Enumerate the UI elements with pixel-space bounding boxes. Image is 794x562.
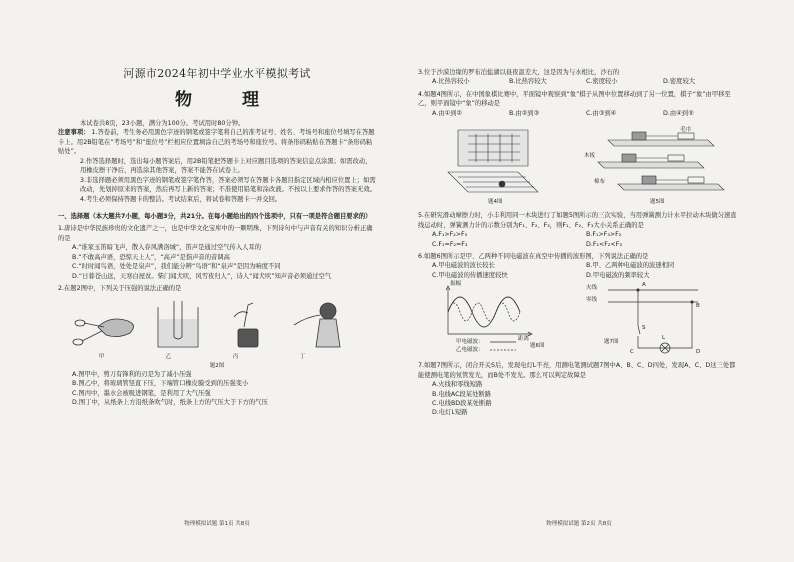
question-2-stem: 2.在题2图中，下列关于压强的说法正确的是 — [58, 285, 182, 292]
figure-label: 丁 — [299, 354, 306, 361]
pressure-figure — [58, 297, 376, 353]
page-right — [418, 6, 740, 556]
legend-label: 甲电磁波： — [456, 339, 484, 346]
question-2-option-d: D.图丁中，从纸条上方沿纸条吹气时，纸条上方的气压大于下方的气压 — [72, 399, 268, 407]
page-left — [58, 6, 376, 556]
circuit-diagram-icon — [608, 289, 698, 353]
option: A.由①到② — [432, 109, 463, 117]
circuit-label: 火线 — [586, 285, 598, 292]
exam-title: 河源市2024年初中学业水平模拟考试 — [123, 67, 311, 80]
chess-mirror-friction-figure — [418, 122, 740, 198]
notes-block — [58, 128, 376, 156]
option: A.F₁>F₂>F₃ — [432, 231, 468, 239]
question-1-option-c: C.“时时闻鸟语，处处是泉声”，我们能分辨“鸟语”和“泉声”是因为响度不同 — [72, 263, 281, 271]
question-2-option-c: C.图丙中，墨水会被吸进钢笔，是利用了大气压强 — [72, 389, 211, 397]
option: C.由③到④ — [586, 109, 617, 117]
option: D.密度较大 — [663, 78, 696, 86]
notes-label: 注意事项： — [58, 129, 90, 137]
scissors-icon — [73, 319, 134, 345]
question-3-options — [418, 77, 740, 86]
figures-6-7 — [418, 282, 740, 358]
figure-label: 丙 — [232, 354, 239, 361]
figure-label: 甲 — [98, 354, 105, 361]
question-1-option-a: A.“谁家玉笛暗飞声，散入春风满洛城”，笛声是通过空气传入人耳的 — [72, 244, 262, 252]
person-blowing-icon — [294, 303, 340, 347]
question-6-stem: 6.如题6图所示是甲、乙两种不同电磁波在真空中传播的波形图，下列说法正确的是 — [418, 252, 649, 260]
friction-experiment-icon — [598, 132, 724, 190]
note-item: 1.答卷前，考生务必用黑色字迹的钢笔或签字笔将自己的准考证号、姓名、考场号和座位号填写在答题卡上。用2B铅笔在“考场号”和“座位号”栏相应位置填涂自己的考场号和座位号。将条形码粘贴在答题卡“条形码粘贴处”。 — [58, 129, 375, 156]
section-heading: 一、选择题（本大题共7小题，每小题3分，共21分。在每小题给出的四个选项中，只有一项是符合题目要求的） — [58, 212, 372, 220]
option: B.F₁>F₃>F₂ — [586, 231, 622, 239]
note-item: 4.考生必须保持答题卡的整洁。考试结束后，将试卷和答题卡一并交回。 — [80, 195, 282, 203]
intro-text: 本试卷共8页，23小题，满分为100分。考试用时80分钟。 — [80, 120, 245, 127]
figure-caption: 题6图 — [530, 343, 545, 350]
chess-mirror-icon — [448, 130, 538, 192]
question-5-stem: 5.在研究滑动摩擦力时，小丰利用同一木块进行了如题5图所示的三次实验，当用弹簧测力计水平拉动木块做匀速直线运动时，弹簧测力计的示数分别为F₁、F₂、F₃，则F₁、F₂、F₃大小关系正确的是 — [418, 212, 737, 229]
option: D.甲电磁波的频率较大 — [586, 271, 650, 279]
question-4-options — [418, 109, 740, 118]
option: A.比热容较小 — [432, 78, 470, 86]
question-2-figure — [58, 297, 376, 353]
question-7-option-b: B.电线AC段某处断路 — [432, 390, 491, 398]
circuit-label: C — [630, 349, 634, 356]
beaker-tube-icon — [158, 301, 198, 347]
option: A.甲电磁波的波长较长 — [432, 262, 495, 270]
circuit-label: D — [696, 349, 701, 356]
question-7-option-c: C.电线BD段某处断路 — [432, 400, 492, 407]
option: D.F₁<F₂<F₃ — [586, 240, 622, 248]
question-7-option-a: A.火线和零线短路 — [432, 381, 483, 389]
figure-label: 毛巾 — [680, 127, 692, 134]
circuit-label: L — [662, 335, 666, 342]
legend-label: 乙电磁波： — [456, 347, 484, 354]
option: B.由②到③ — [509, 109, 540, 117]
circuit-label: A — [642, 282, 646, 289]
option: C.甲电磁波的传播速度较快 — [432, 271, 508, 279]
figure-caption: 题7图 — [604, 339, 619, 346]
figures-4-5 — [418, 122, 740, 208]
figure-label: 棉布 — [594, 179, 606, 186]
axis-label: 距离 — [518, 336, 530, 343]
question-5-options — [418, 230, 740, 249]
circuit-label: 零线 — [586, 297, 598, 304]
question-2-option-a: A.图甲中，剪刀有锋利的刃是为了减小压强 — [72, 370, 192, 378]
question-1-option-d: D.“日暮苍山远，天寒白屋贫。柴门闻犬吠，风雪夜归人”，诗人“闻犬吠”知声音必须通过空气 — [72, 272, 332, 280]
question-1-option-b: B.“不敢高声语，恐惊天上人”，“高声”是指声音的音调高 — [72, 253, 230, 261]
question-4-stem: 4.如题4图所示，在中国象棋比赛中，平面镜中观察到“象”棋子从图中位置移动到了另一位置，棋子“象”由甲移至乙，则平面镜中“象”的移动是 — [418, 90, 731, 108]
axis-label: 振幅 — [450, 281, 462, 288]
option: D.由④到⑤ — [663, 109, 694, 117]
figure-label: 乙 — [165, 354, 172, 361]
ink-pen-icon — [234, 303, 258, 347]
figure-caption: 题5图 — [650, 199, 665, 206]
question-6-options — [418, 261, 740, 280]
page-footer: 物理模拟试题 第1页 共8页 — [184, 520, 250, 527]
note-item: 2.作答选择题时，选出每小题答案后，用2B铅笔把答题卡上对应题目选项的答案信息点涂黑；如需改动，用橡皮擦干净后，再选涂其他答案，答案不能答在试卷上。 — [80, 157, 372, 175]
figure-caption: 题2图 — [209, 362, 225, 369]
question-7-option-d: D.电灯L短路 — [432, 409, 468, 417]
page-footer: 物理模拟试题 第2页 共8页 — [546, 520, 612, 527]
question-7-stem: 7.如题7图所示，闭合开关S后，发现电灯L不亮，用测电笔测试题7图中A、B、C、D四处，发现A、C、D这三处都能使测电笔的氖管发光，而B处不发光。那么可以判定故障是 — [418, 362, 736, 379]
circuit-label: B — [696, 303, 700, 310]
question-2-option-b: B.图乙中，将玻璃管竖直下压，下端管口橡皮膜受到的压强变小 — [72, 380, 249, 388]
option: B.比热容较大 — [509, 78, 547, 86]
option: B.甲、乙两种电磁波的波速相同 — [586, 262, 675, 270]
exam-subject: 物 理 — [175, 89, 281, 110]
question-2-figure-labels — [58, 353, 376, 361]
note-item: 3.非选择题必须用黑色字迹的钢笔或签字笔作答，答案必须写在答题卡各题目指定区域内相应位置上；如需改动，先划掉原来的答案，然后再写上新的答案；不准使用铅笔和涂改液。不按以上要求作答的答案无效。 — [80, 176, 376, 194]
figure-caption: 题4图 — [488, 199, 503, 206]
circuit-label: S — [642, 325, 646, 332]
question-1-stem: 1.唐诗是中华民族珍贵的文化遗产之一，也是中华文化宝库中的一颗明珠，下列诗句中与声音有关的知识分析正确的是 — [58, 225, 373, 242]
option: C.F₁=F₂=F₃ — [432, 240, 468, 248]
option: C.密度较小 — [586, 78, 618, 86]
figure-label: 木板 — [584, 153, 596, 160]
question-3-stem: 3.位于沙漠边缘的罗布泊盐湖以昼夜温差大，这是因为与水相比，沙石的 — [418, 69, 620, 76]
